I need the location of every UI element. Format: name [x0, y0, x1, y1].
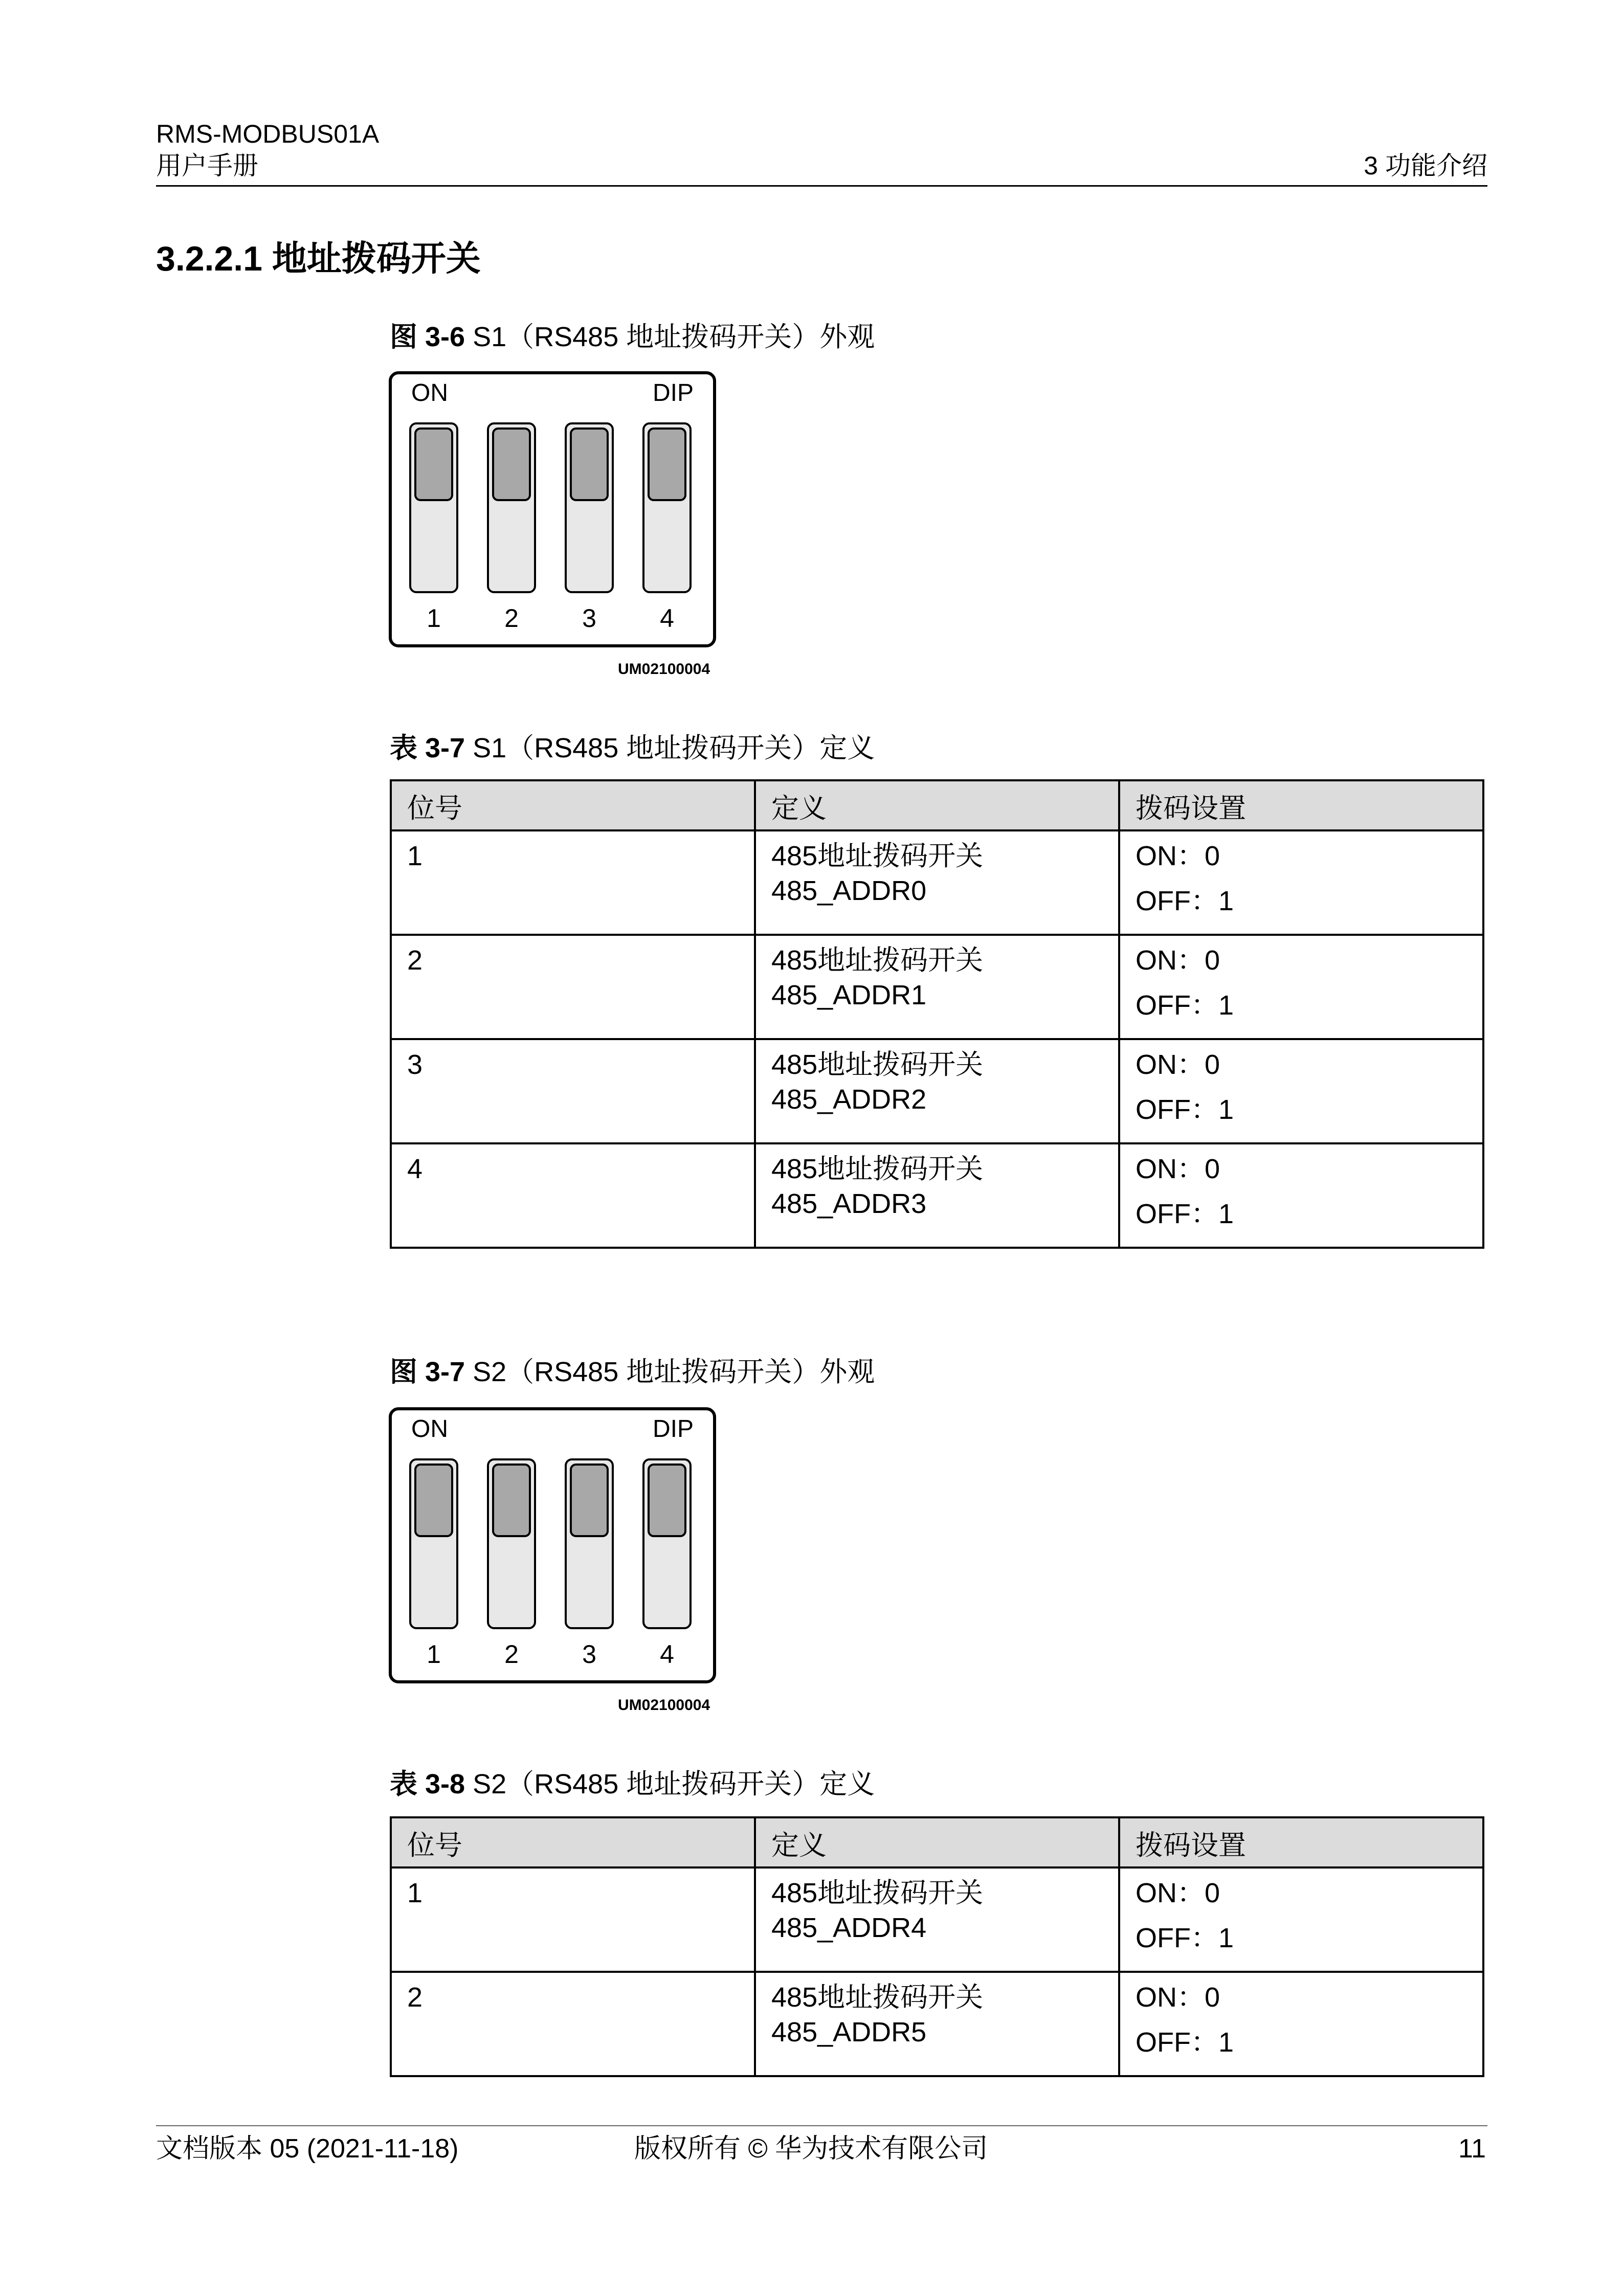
on-label: ON — [411, 379, 448, 407]
switch-number: 3 — [582, 604, 596, 633]
chapter-title: 3 功能介绍 — [1364, 151, 1487, 180]
column-header: 定义 — [755, 780, 1119, 830]
switch-number: 1 — [427, 1640, 441, 1669]
figure-code: UM02100004 — [618, 1697, 710, 1714]
definition-table — [390, 1816, 1484, 2077]
table-row — [391, 1867, 1483, 1972]
table-header-row — [391, 780, 1483, 830]
table-number: 表 3-8 — [390, 1769, 465, 1799]
doc-version: 文档版本 05 (2021-11-18) — [156, 2134, 459, 2164]
table-caption — [390, 1766, 875, 1802]
column-header: 位号 — [391, 780, 755, 830]
page-number: 11 — [1458, 2134, 1486, 2164]
definition-cell: 485地址拨码开关 485_ADDR0 — [755, 830, 1119, 935]
setting-cell: ON：0 OFF：1 — [1119, 1867, 1483, 1972]
switch-slot-2 — [488, 423, 535, 592]
figure-caption — [390, 319, 875, 355]
switch-slot-4 — [643, 1459, 691, 1628]
position-cell: 2 — [391, 1972, 755, 2076]
table-caption-text: S1（RS485 地址拨码开关）定义 — [473, 733, 875, 763]
figure-caption-text: S1（RS485 地址拨码开关）外观 — [473, 322, 875, 352]
table-row — [391, 1039, 1483, 1143]
switch-slot-2 — [488, 1459, 535, 1628]
switch-number: 3 — [582, 1640, 596, 1669]
definition-cell: 485地址拨码开关 485_ADDR1 — [755, 935, 1119, 1039]
position-cell: 3 — [391, 1039, 755, 1143]
table-number: 表 3-7 — [390, 733, 465, 763]
setting-cell: ON：0 OFF：1 — [1119, 935, 1483, 1039]
column-header: 定义 — [755, 1817, 1119, 1867]
switch-slot-3 — [566, 423, 613, 592]
switch-slot-1 — [410, 423, 457, 592]
copyright: 版权所有 © 华为技术有限公司 — [634, 2134, 988, 2164]
setting-cell: ON：0 OFF：1 — [1119, 830, 1483, 935]
figure-caption-text: S2（RS485 地址拨码开关）外观 — [473, 1357, 875, 1387]
table-row — [391, 830, 1483, 935]
definition-table — [390, 779, 1484, 1249]
table-header-row — [391, 1817, 1483, 1867]
on-label: ON — [411, 1415, 448, 1443]
switch-slot-3 — [566, 1459, 613, 1628]
switch-slot-4 — [643, 423, 691, 592]
footer-rule — [156, 2125, 1487, 2126]
dip-label: DIP — [652, 379, 694, 407]
figure-caption — [390, 1354, 875, 1390]
setting-cell: ON：0 OFF：1 — [1119, 1039, 1483, 1143]
dip-switch-figure — [389, 371, 716, 647]
definition-cell: 485地址拨码开关 485_ADDR5 — [755, 1972, 1119, 2076]
column-header: 位号 — [391, 1817, 755, 1867]
dip-label: DIP — [652, 1415, 694, 1443]
table-row — [391, 1972, 1483, 2076]
definition-cell: 485地址拨码开关 485_ADDR3 — [755, 1143, 1119, 1248]
figure-number: 图 3-7 — [390, 1357, 465, 1387]
column-header: 拨码设置 — [1119, 780, 1483, 830]
position-cell: 1 — [391, 1867, 755, 1972]
figure-number: 图 3-6 — [390, 322, 465, 352]
switch-slot-1 — [410, 1459, 457, 1628]
switch-number: 4 — [660, 1640, 674, 1669]
definition-cell: 485地址拨码开关 485_ADDR4 — [755, 1867, 1119, 1972]
column-header: 拨码设置 — [1119, 1817, 1483, 1867]
position-cell: 2 — [391, 935, 755, 1039]
dip-switch-figure — [389, 1407, 716, 1683]
switch-number: 2 — [504, 604, 519, 633]
position-cell: 4 — [391, 1143, 755, 1248]
table-caption-text: S2（RS485 地址拨码开关）定义 — [473, 1769, 875, 1799]
setting-cell: ON：0 OFF：1 — [1119, 1143, 1483, 1248]
doc-id: RMS-MODBUS01A — [156, 120, 380, 148]
table-row — [391, 1143, 1483, 1248]
switch-number: 1 — [427, 604, 441, 633]
figure-code: UM02100004 — [618, 661, 710, 678]
position-cell: 1 — [391, 830, 755, 935]
doc-type: 用户手册 — [156, 151, 258, 180]
switch-number: 4 — [660, 604, 674, 633]
setting-cell: ON：0 OFF：1 — [1119, 1972, 1483, 2076]
section-heading: 3.2.2.1 地址拨码开关 — [156, 239, 481, 278]
switch-number: 2 — [504, 1640, 519, 1669]
table-row — [391, 935, 1483, 1039]
header-rule — [156, 185, 1487, 187]
table-caption — [390, 730, 875, 766]
definition-cell: 485地址拨码开关 485_ADDR2 — [755, 1039, 1119, 1143]
